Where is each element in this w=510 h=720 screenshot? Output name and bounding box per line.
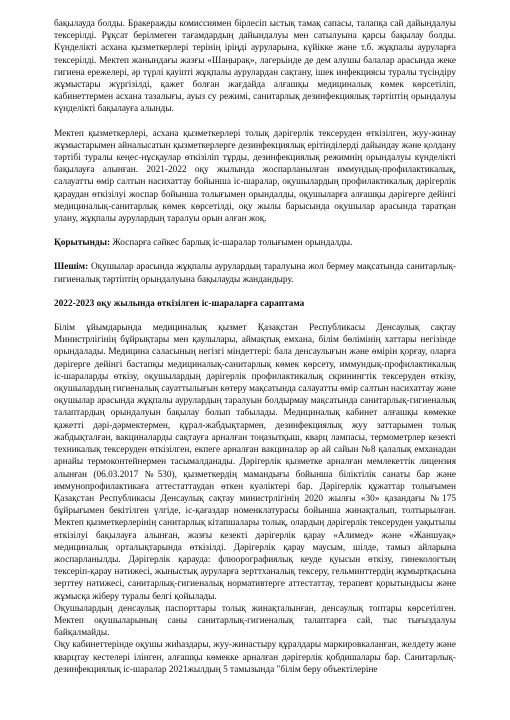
decision-label: Шешім: (54, 262, 89, 273)
section-title: 2022-2023 оқу жылында өткізілген іс-шараларға сараптама (54, 298, 305, 309)
paragraph-medical-service: Білім ұйымдарында медициналық қызмет Қазақстан Республикасы Денсаулық сақтау Министрлігінің бұйрықтары мен қаулылары, аймақтық емхана, білім бөлімінің хаттары негізінде орындалады. Медицина саласының негізгі міндеттері: бала денсаулығын және өмірін қорғау, оларға дәрігерге дейінгі бастапқы медициналық-санитарлық көмек көрсету, иммундық-профилактикалық іс-шараларды өткізу, оқушылардың дәрігерлік профилактикалық скринингтік тексеруден өткізу, оқушылардың гигиеналық сауаттылығын көтеру мақсатында салауатты өмір салтын насихаттау және оқушылар арасында жұқпалы аурулардың таралуын болдырмау мақсатында санитарлық-гигиеналық талаптардың орындалуын бақылау болып табылады. Медициналық кабинет алғашқы көмекке қажетті дәрі-дәрмектермен, құрал-жабдықтармен, дезинфекциялық жуу заттарымен толық жабдықталған, вакциналарды сақтауға арналған тоңазытқыш, кварц лампасы, термометрлер кезекті техникалық тексеруден өткізілген, екпеге арналған вакциналар әр ай сайын №8 қалалық емханадан арнайы термоконтейнермен тасымалданады. Дәрігерлік қызметке арналған мемлекеттік лицензия алынған (06.03.2017 №530), қызметкердің мамандығы бойынша біліктілік санаты бар және иммунопрофилактикаға аттестаттаудан өткен куәліктері бар. Дәрігерлік құжаттар толығымен Қазақстан Республикасы Денсаулық сақтау министрлігінің 2020 жылғы «30» қазандағы №175 бұйрығымен бекітілген үлгіде, іс-қағаздар номенклатурасы бойынша жинақталып, толтырылған. Мектеп қызметкерлерінің санитарлық кітапшалары толық, олардың дәрігерлік тексеруден уақытылы өткізілуі бақылауға алынған, жазғы кезекті дәрігерлік қарау «Алимед» және «Жаншуақ» медициналық орталықтарында өткізілді. Дәрігерлік қарау маусым, шілде, тамыз айларына жоспарланылды. Дәрігерлік қарауда: флюорографиялық кеуде қуысын өткізу, гинекологтың тексеріп-қарау нәтижесі, жыныстық ауруларға зерттханалық тексеру, гельминттердің жұмыртқасына зерттеу нәтижесі, санитарлық-гигиеналық нормативтерге аттестаттау, терапевт қорытындысы және жұмысқа жіберу туралы белгі қойылады. (54, 323, 456, 602)
paragraph-decision (54, 261, 456, 285)
document-page (54, 18, 456, 676)
paragraph-classrooms: Оқу кабинеттерінде оқушы жиһаздары, жуу-жинастыру құралдары маркировкаланған, желдету және кварцтау кестелері ілінген, алғашқы көмекке арналған дәрігерлік қобдишалары бар. Санитарлық-дезинфекциялық іс-шаралар 2021жылдың 5 тамызында "білім беру объектілеріне (54, 640, 456, 675)
paragraph-gap (54, 116, 456, 128)
decision-text: Оқушылар арасында жұқпалы аурулардың таралуына жол бермеу мақсатында санитарлық-гигиеналық тәртіптің орындалуына бақылауды жандандыру. (54, 262, 456, 285)
paragraph-result (54, 237, 456, 249)
paragraph-canteen-control: бақылауда болды. Бракеражды комиссиямен бірлесіп ыстық тамақ сапасы, талапқа сай дайындалуы тексерілді. Рұқсат берілмеген тағамдардың дайындалуы мен сатылуына қарсы бақылау болды. Күнделікті асхана қызметкерлері терінің іріңді ауруларына, күйікке және т.б. жұқпалы ауруларға тексерілді. Мектеп жанындағы жазғы «Шаңырақ», лагерьінде де дем алушы балалар арасында жеке гигиена ережелері, әр түрлі қауіпті жұқпалы аурулардан сақтану, ішек инфекциясы туралы түсіндіру жұмыстары жүргізілді, қажет болған жағдайда алғашқы медициналық көмек көрсетіліп, кабинеттермен асхана тазалығы, ауыз су режимі, санитарлық дезинфекциялық тәртіптің орындалуы күнделікті бақылауға алынды. (54, 19, 456, 115)
paragraph-gap (54, 310, 456, 322)
paragraph-gap (54, 286, 456, 298)
paragraph-staff-checkup: Мектеп қызметкерлері, асхана қызметкерлері толық дәрігерлік тексеруден өткізілген, жуу-жинау жұмыстарымен айналысатын қызметкерлерге дезинфекциялық ерітінділерді дайындау және қолдану тәртібі туралы кеңес-нұсқаулар өткізіліп тұрды, дезинфекциялық режимнің орындалуы күнделікті бақылауға алынған. 2021-2022 оқу жылында жоспарланылған иммундық-профилактикалық, салауатты өмір салтын насихаттау бойынша іс-шаралар, оқушылардың профилактикалық дәрігерлік қараудан өткізілуі жоспар бойынша толығымен орындалды, оқушыларға алғашқы дәрігерге дейінгі медициналық-санитарлық көмек көрсетілді, оқу жылы барысында оқушылар арасында таратқан улану, жұқпалы аурулардың таралуы орын алған жоқ. (54, 128, 456, 225)
result-text: Жоспарға сәйкес барлық іс-шаралар толығымен орындалды. (110, 238, 353, 249)
result-label: Қорытынды: (54, 238, 111, 249)
paragraph-gap (54, 225, 456, 237)
paragraph-gap (54, 249, 456, 261)
paragraph-health-passports: Оқушылардың денсаулық паспорттары толық жинақталынған, денсаулық топтары көрсетілген. Мектеп оқушыларының саны санитарлық-гигиеналық талаптарға сай, тыс тығыздалуы байқалмайды. (54, 603, 456, 639)
